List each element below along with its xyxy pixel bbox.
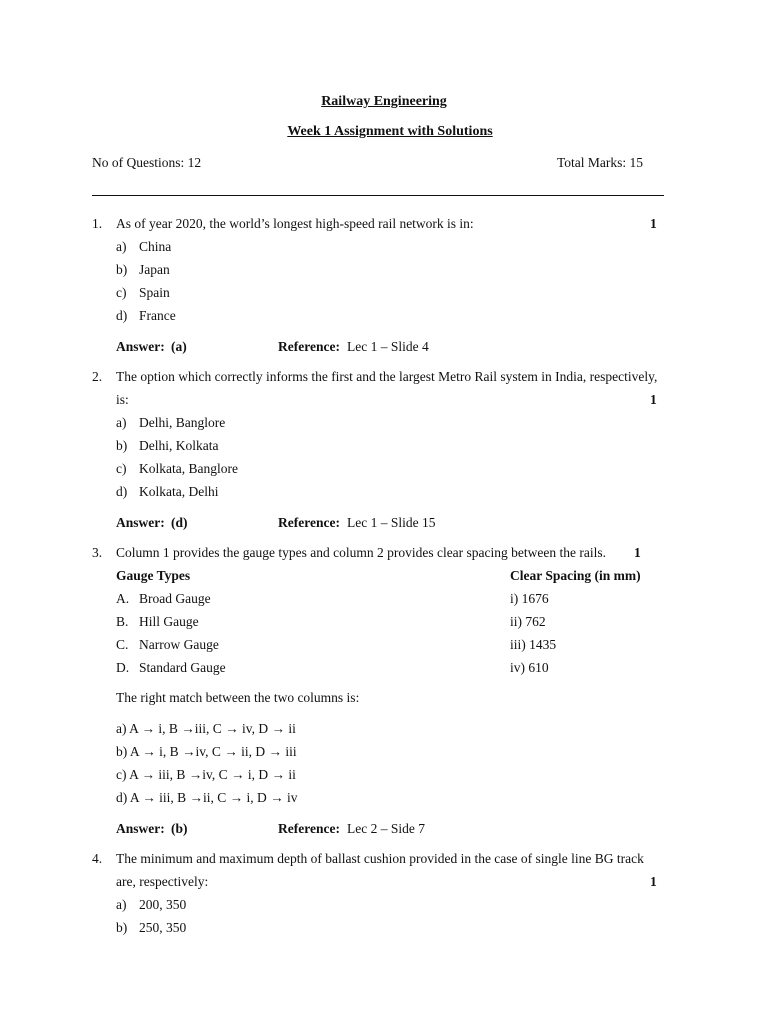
total-marks: Total Marks: 15 [557, 155, 644, 170]
row-label: C. [116, 637, 129, 652]
option-text: 250, 350 [139, 920, 187, 935]
option-text: China [139, 239, 172, 254]
column-1-header: Gauge Types [116, 568, 191, 583]
option-text: Delhi, Kolkata [139, 438, 219, 453]
option-text: a) A → i, B →iii, C → iv, D → ii [116, 721, 296, 736]
answer-label: Answer: [116, 515, 165, 530]
answer-value: (d) [171, 515, 188, 530]
column-2-header: Clear Spacing (in mm) [510, 568, 641, 583]
option-label: a) [116, 897, 127, 912]
reference-label: Reference: [278, 821, 340, 836]
reference-label: Reference: [278, 339, 340, 354]
question-text: The option which correctly informs the first and the largest Metro Rail system in India, respectively, [116, 369, 658, 384]
option-label: d) [116, 308, 128, 323]
answer-value: (b) [171, 821, 188, 836]
option-text: Japan [139, 262, 170, 277]
match-prompt: The right match between the two columns is: [116, 690, 360, 705]
document-subtitle: Week 1 Assignment with Solutions [287, 124, 493, 139]
gauge-type: Broad Gauge [139, 591, 211, 606]
reference-value: Lec 1 – Slide 15 [347, 515, 436, 530]
question-number: 1. [92, 216, 103, 231]
question-marks: 1 [650, 392, 657, 407]
gauge-type: Hill Gauge [139, 614, 199, 629]
option-text: Kolkata, Banglore [139, 461, 238, 476]
reference-label: Reference: [278, 515, 340, 530]
clear-spacing: i) 1676 [510, 591, 549, 606]
header-divider [92, 195, 664, 196]
question-number: 4. [92, 851, 103, 866]
option-text: c) A → iii, B →iv, C → i, D → ii [116, 767, 296, 782]
question-marks: 1 [650, 874, 657, 889]
option-label: a) [116, 239, 127, 254]
question-text: As of year 2020, the world’s longest high-speed rail network is in: [116, 216, 474, 231]
question-text: Column 1 provides the gauge types and column 2 provides clear spacing between the rails. [116, 545, 606, 560]
clear-spacing: iii) 1435 [510, 637, 557, 652]
option-text: 200, 350 [139, 897, 187, 912]
gauge-type: Narrow Gauge [139, 637, 219, 652]
option-label: b) [116, 438, 128, 453]
option-text: Kolkata, Delhi [139, 484, 219, 499]
answer-value: (a) [171, 339, 187, 354]
option-label: a) [116, 415, 127, 430]
option-label: b) [116, 920, 128, 935]
question-count: No of Questions: 12 [92, 155, 202, 170]
option-label: c) [116, 461, 127, 476]
option-text: Delhi, Banglore [139, 415, 226, 430]
question-marks: 1 [650, 216, 657, 231]
reference-value: Lec 1 – Slide 4 [347, 339, 429, 354]
option-label: b) [116, 262, 128, 277]
answer-label: Answer: [116, 339, 165, 354]
option-label: c) [116, 285, 127, 300]
question-number: 2. [92, 369, 103, 384]
question-text-cont: are, respectively: [116, 874, 209, 889]
option-text: France [139, 308, 176, 323]
gauge-type: Standard Gauge [139, 660, 226, 675]
clear-spacing: ii) 762 [510, 614, 546, 629]
clear-spacing: iv) 610 [510, 660, 549, 675]
question-text: The minimum and maximum depth of ballast cushion provided in the case of single line BG track [116, 851, 644, 866]
question-marks: 1 [634, 545, 641, 560]
row-label: A. [116, 591, 130, 606]
option-text: Spain [139, 285, 170, 300]
option-label: d) [116, 484, 128, 499]
question-text-cont: is: [116, 392, 129, 407]
option-text: b) A → i, B →iv, C → ii, D → iii [116, 744, 297, 759]
question-number: 3. [92, 545, 103, 560]
row-label: D. [116, 660, 130, 675]
row-label: B. [116, 614, 129, 629]
option-text: d) A → iii, B →ii, C → i, D → iv [116, 790, 298, 805]
reference-value: Lec 2 – Side 7 [347, 821, 425, 836]
document-title: Railway Engineering [321, 94, 447, 109]
answer-label: Answer: [116, 821, 165, 836]
